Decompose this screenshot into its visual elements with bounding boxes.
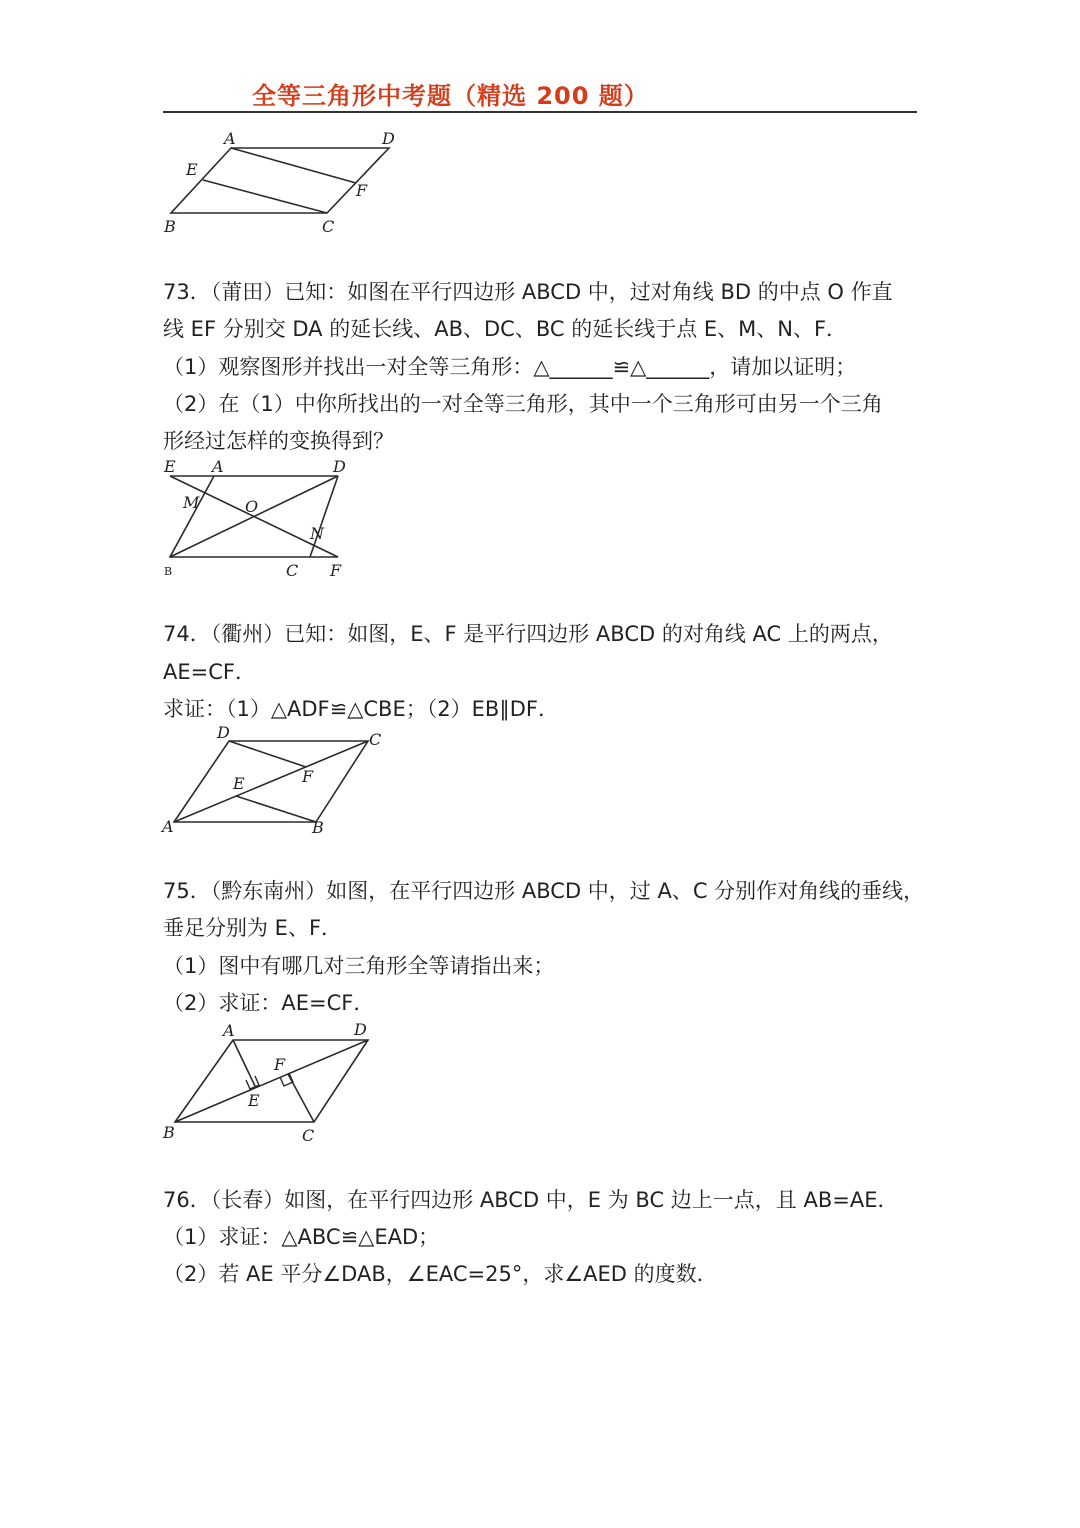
problem-73-line-1: 73．（莆田）已知：如图在平行四边形 ABCD 中，过对角线 BD 的中点 O 作直 [163, 280, 893, 304]
label-b: B [164, 565, 173, 578]
label-e: E [186, 160, 198, 179]
figure-parallelogram-72 [150, 122, 410, 242]
problem-73-line-4: （2）在（1）中你所找出的一对全等三角形，其中一个三角形可由另一个三角 [163, 392, 883, 416]
figure-parallelogram-73 [150, 452, 360, 582]
page-title: 全等三角形中考题（精选 200 题） [252, 82, 649, 110]
label-a: A [224, 129, 236, 148]
label-e: E [248, 1091, 260, 1110]
label-b: B [163, 1123, 175, 1142]
label-d: D [217, 723, 230, 742]
segment-ec [203, 180, 327, 213]
problem-76-line-1: 76．（长春）如图，在平行四边形 ABCD 中，E 为 BC 边上一点，且 AB=AE． [163, 1188, 899, 1212]
label-d: D [354, 1020, 367, 1039]
label-c: C [322, 217, 335, 236]
label-c: C [369, 730, 382, 749]
label-d: D [333, 457, 346, 476]
problem-73-line-5: 形经过怎样的变换得到？ [163, 429, 394, 453]
segment-eb [236, 796, 316, 822]
label-b: B [312, 818, 324, 837]
label-o: O [245, 497, 259, 516]
label-a: A [162, 817, 174, 836]
label-f: F [302, 767, 314, 786]
problem-73-line-2: 线 EF 分别交 DA 的延长线、AB、DC、BC 的延长线于点 E、M、N、F． [163, 317, 848, 341]
problem-73-line-3: （1）观察图形并找出一对全等三角形：△______≌△______，请加以证明； [163, 355, 857, 379]
problem-74-line-3: 求证：（1）△ADF≌△CBE；（2）EB∥DF． [163, 697, 559, 721]
label-c: C [302, 1126, 315, 1145]
label-f: F [274, 1055, 286, 1074]
label-a: A [212, 457, 224, 476]
problem-76-line-2: （1）求证：△ABC≌△EAD； [163, 1225, 440, 1249]
segment-af [231, 148, 356, 183]
header-divider [163, 111, 917, 113]
label-n: N [310, 524, 324, 543]
perpendicular-ae [233, 1040, 255, 1086]
problem-75-line-3: （1）图中有哪几对三角形全等请指出来； [163, 954, 555, 978]
label-c: C [286, 561, 299, 580]
segment-df [229, 741, 306, 767]
label-b: B [164, 217, 176, 236]
problem-75-line-2: 垂足分别为 E、F． [163, 916, 343, 940]
label-d: D [382, 129, 395, 148]
problem-75-line-4: （2）求证：AE=CF． [163, 991, 375, 1015]
label-f: F [356, 181, 368, 200]
figure-parallelogram-74 [150, 722, 390, 842]
label-e: E [233, 774, 245, 793]
figure-parallelogram-75 [150, 1016, 390, 1146]
label-a: A [223, 1021, 235, 1040]
problem-76-line-3: （2）若 AE 平分∠DAB，∠EAC=25°，求∠AED 的度数． [163, 1262, 718, 1286]
label-e: E [164, 457, 176, 476]
label-f: F [330, 561, 342, 580]
label-m: M [183, 493, 200, 512]
problem-75-line-1: 75．（黔东南州）如图，在平行四边形 ABCD 中，过 A、C 分别作对角线的垂线， [163, 879, 925, 903]
diagonal-ac [174, 741, 368, 822]
problem-74-line-2: AE=CF． [163, 660, 256, 684]
problem-74-line-1: 74．（衢州）已知：如图，E、F 是平行四边形 ABCD 的对角线 AC 上的两点， [163, 622, 893, 646]
